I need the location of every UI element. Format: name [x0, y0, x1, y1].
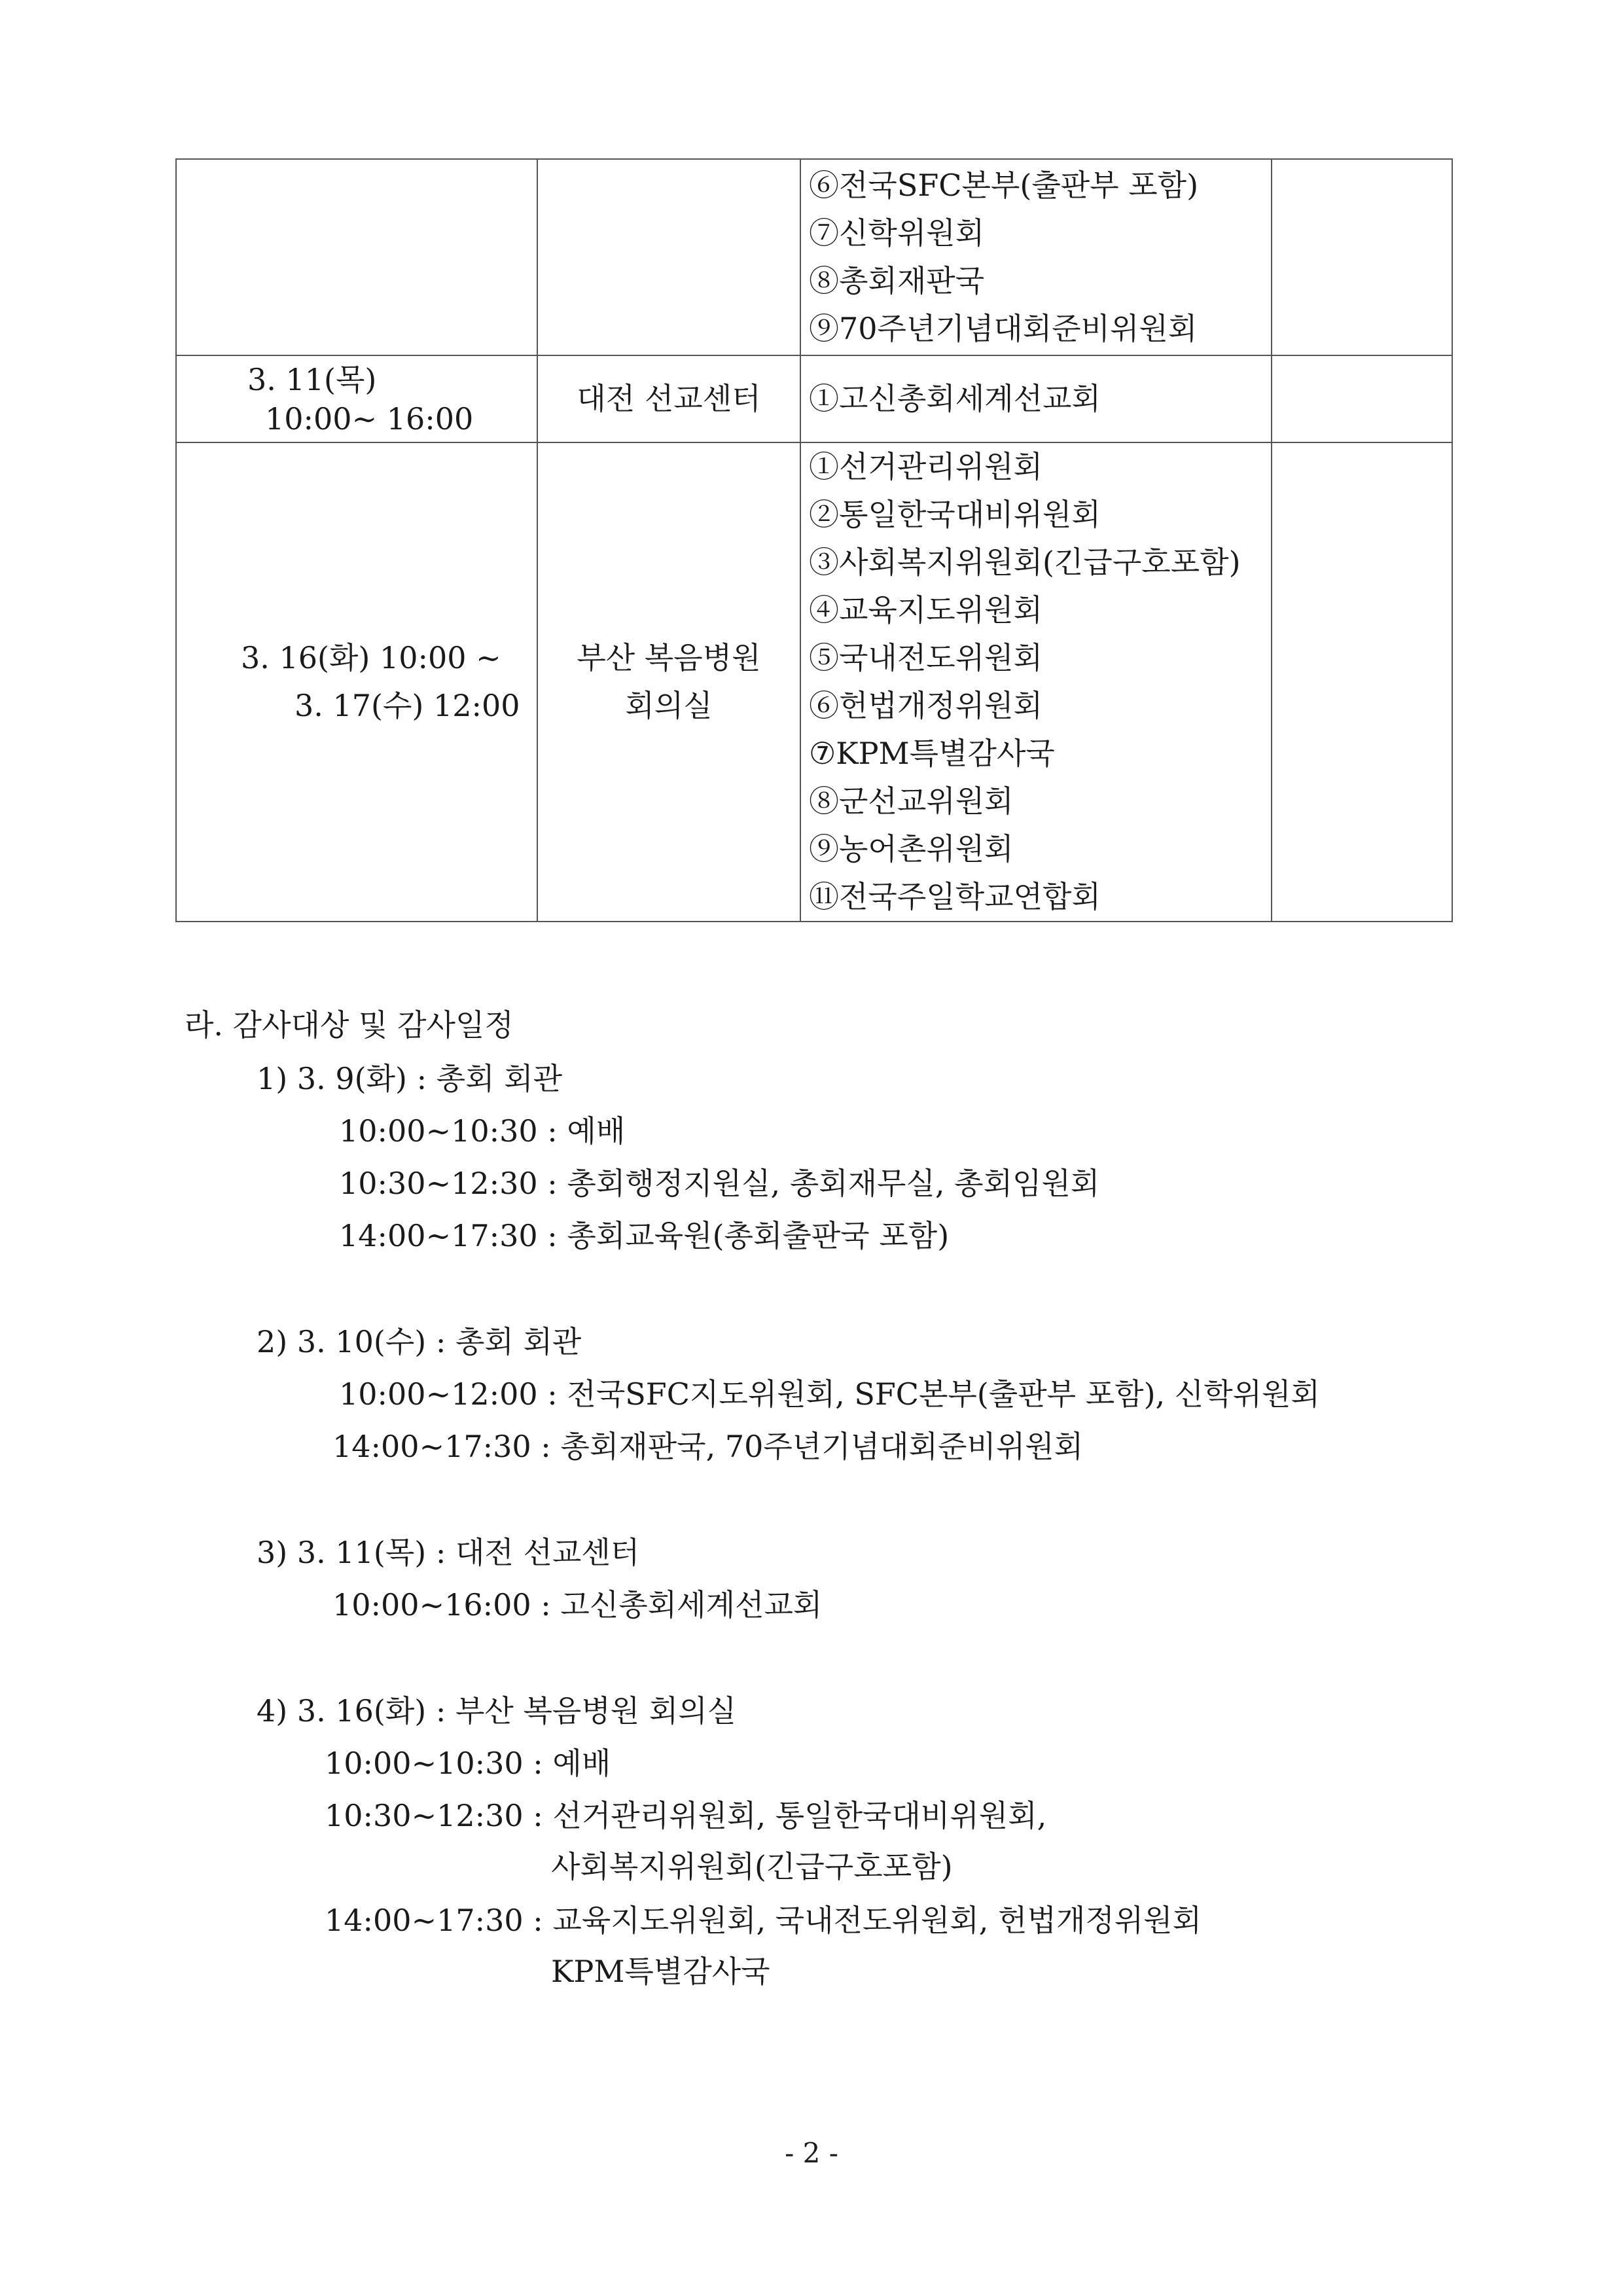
date-cell	[176, 355, 537, 442]
date-text: 3. 16(화) 10:00 ~	[241, 640, 501, 675]
audit-schedule-table	[175, 158, 1453, 922]
items-cell	[800, 159, 1272, 355]
remarks-cell	[1272, 159, 1452, 355]
items-cell	[800, 442, 1272, 922]
list-item: ⑧군선교위원회	[809, 783, 1014, 819]
items-cell	[800, 355, 1272, 442]
page-number: - 2 -	[785, 2137, 838, 2169]
time-text: 10:00~ 16:00	[265, 401, 474, 437]
schedule-title: 2) 3. 10(수) : 총회 회관	[257, 1324, 582, 1359]
place-text: 회의실	[625, 688, 713, 723]
date-text: 3. 17(수) 12:00	[294, 688, 520, 723]
schedule-line: KPM특별감사국	[551, 1954, 770, 1989]
schedule-line: 10:00~12:00 : 전국SFC지도위원회, SFC본부(출판부 포함), 신학위원회	[339, 1376, 1320, 1412]
list-item: ①고신총회세계선교회	[809, 381, 1101, 416]
place-text: 대전 선교센터	[577, 381, 761, 416]
list-item: ⑦KPM특별감사국	[809, 736, 1055, 771]
section-heading: 라. 감사대상 및 감사일정	[185, 1007, 514, 1043]
list-item: ④교육지도위원회	[809, 592, 1043, 628]
list-item: ⑧총회재판국	[809, 263, 985, 298]
place-text: 부산 복음병원	[577, 640, 761, 675]
date-cell	[176, 159, 537, 355]
schedule-title: 3) 3. 11(목) : 대전 선교센터	[257, 1535, 640, 1570]
schedule-line: 10:00~10:30 : 예배	[325, 1746, 611, 1781]
list-item: ⑪전국주일학교연합회	[809, 879, 1101, 914]
schedule-line: 10:00~10:30 : 예배	[339, 1113, 626, 1149]
list-item: ⑥헌법개정위원회	[809, 688, 1043, 723]
schedule-title: 1) 3. 9(화) : 총회 회관	[257, 1061, 563, 1096]
place-cell	[537, 355, 800, 442]
schedule-line: 14:00~17:30 : 총회재판국, 70주년기념대회준비위원회	[332, 1429, 1084, 1464]
schedule-line: 10:30~12:30 : 선거관리위원회, 통일한국대비위원회,	[325, 1798, 1047, 1833]
schedule-line: 10:30~12:30 : 총회행정지원실, 총회재무실, 총회임원회	[339, 1166, 1100, 1201]
schedule-line: 14:00~17:30 : 총회교육원(총회출판국 포함)	[339, 1218, 950, 1253]
table-row	[176, 442, 1452, 922]
list-item: ⑨70주년기념대회준비위원회	[809, 311, 1198, 346]
table-row	[176, 355, 1452, 442]
list-item: ⑦신학위원회	[809, 215, 985, 251]
schedule-line: 14:00~17:30 : 교육지도위원회, 국내전도위원회, 헌법개정위원회	[325, 1903, 1202, 1938]
schedule-line: 10:00~16:00 : 고신총회세계선교회	[332, 1587, 823, 1623]
table-row	[176, 159, 1452, 355]
date-cell	[176, 442, 537, 922]
list-item: ②통일한국대비위원회	[809, 497, 1101, 532]
date-text: 3. 11(목)	[247, 361, 377, 397]
schedule-line: 사회복지위원회(긴급구호포함)	[551, 1849, 953, 1884]
list-item: ⑤국내전도위원회	[809, 640, 1043, 675]
list-item: ③사회복지위원회(긴급구호포함)	[809, 545, 1241, 580]
list-item: ⑨농어촌위원회	[809, 831, 1014, 867]
place-cell	[537, 442, 800, 922]
place-cell	[537, 159, 800, 355]
schedule-title: 4) 3. 16(화) : 부산 복음병원 회의실	[257, 1693, 737, 1729]
remarks-cell	[1272, 442, 1452, 922]
list-item: ⑥전국SFC본부(출판부 포함)	[809, 168, 1199, 203]
list-item: ①선거관리위원회	[809, 449, 1043, 484]
remarks-cell	[1272, 355, 1452, 442]
